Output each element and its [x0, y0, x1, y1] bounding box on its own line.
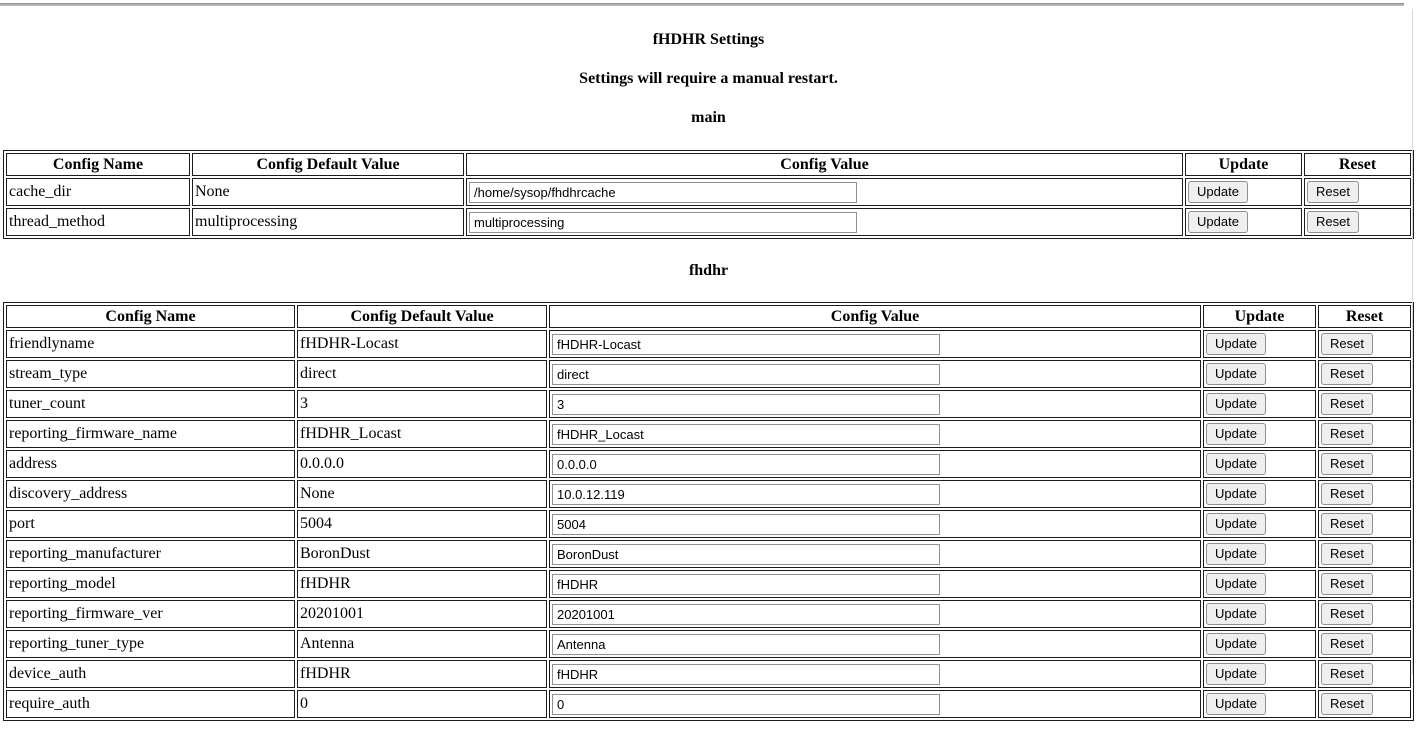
- config-value-cell: [549, 690, 1201, 718]
- reset-button[interactable]: Reset: [1321, 513, 1373, 535]
- config-default-cell: 3: [297, 390, 547, 418]
- reset-cell: [1318, 360, 1411, 388]
- config-name-cell: reporting_tuner_type: [6, 630, 295, 658]
- reset-button[interactable]: Reset: [1321, 363, 1373, 385]
- config-name-cell: address: [6, 450, 295, 478]
- config-value-input[interactable]: [552, 574, 940, 595]
- update-cell: [1203, 510, 1316, 538]
- config-value-cell: [466, 178, 1183, 206]
- config-row: [6, 660, 1411, 688]
- update-button[interactable]: Update: [1206, 483, 1266, 505]
- section-title-fhdhr: fhdhr: [3, 262, 1414, 280]
- config-name-cell: cache_dir: [6, 178, 190, 206]
- config-value-input[interactable]: [552, 664, 940, 685]
- reset-cell: [1304, 178, 1411, 206]
- config-default-cell: 20201001: [297, 600, 547, 628]
- column-header-reset: Reset: [1318, 305, 1411, 328]
- update-cell: [1203, 480, 1316, 508]
- header-row: [6, 305, 1411, 328]
- config-default-cell: 5004: [297, 510, 547, 538]
- config-row: [6, 510, 1411, 538]
- config-value-cell: [549, 420, 1201, 448]
- reset-cell: [1318, 450, 1411, 478]
- reset-cell: [1318, 480, 1411, 508]
- reset-button[interactable]: Reset: [1307, 211, 1359, 233]
- reset-cell: [1318, 690, 1411, 718]
- update-button[interactable]: Update: [1206, 573, 1266, 595]
- config-row: [6, 208, 1411, 236]
- config-value-cell: [549, 600, 1201, 628]
- config-value-cell: [549, 360, 1201, 388]
- column-header-config-default: Config Default Value: [297, 305, 547, 328]
- config-name-cell: thread_method: [6, 208, 190, 236]
- config-value-cell: [549, 450, 1201, 478]
- config-value-cell: [549, 570, 1201, 598]
- reset-button[interactable]: Reset: [1321, 483, 1373, 505]
- update-cell: [1203, 360, 1316, 388]
- section-main: [3, 109, 1414, 239]
- column-header-config-value: Config Value: [466, 153, 1183, 176]
- config-name-cell: reporting_model: [6, 570, 295, 598]
- config-value-input[interactable]: [552, 484, 940, 505]
- config-row: [6, 630, 1411, 658]
- config-name-cell: tuner_count: [6, 390, 295, 418]
- reset-button[interactable]: Reset: [1321, 453, 1373, 475]
- config-value-cell: [549, 330, 1201, 358]
- update-button[interactable]: Update: [1206, 603, 1266, 625]
- config-name-cell: stream_type: [6, 360, 295, 388]
- column-header-config-default: Config Default Value: [192, 153, 464, 176]
- update-cell: [1185, 178, 1302, 206]
- column-header-update: Update: [1185, 153, 1302, 176]
- config-value-cell: [466, 208, 1183, 236]
- config-value-cell: [549, 630, 1201, 658]
- update-button[interactable]: Update: [1206, 633, 1266, 655]
- update-button[interactable]: Update: [1206, 363, 1266, 385]
- reset-button[interactable]: Reset: [1321, 603, 1373, 625]
- viewport-right-edge: [1412, 9, 1413, 675]
- reset-button[interactable]: Reset: [1321, 333, 1373, 355]
- column-header-config-name: Config Name: [6, 153, 190, 176]
- reset-button[interactable]: Reset: [1321, 663, 1373, 685]
- update-button[interactable]: Update: [1206, 513, 1266, 535]
- section-fhdhr: [3, 262, 1414, 721]
- reset-cell: [1318, 510, 1411, 538]
- update-button[interactable]: Update: [1206, 393, 1266, 415]
- config-default-cell: fHDHR: [297, 570, 547, 598]
- config-default-cell: 0: [297, 690, 547, 718]
- update-cell: [1203, 540, 1316, 568]
- column-header-update: Update: [1203, 305, 1316, 328]
- config-name-cell: port: [6, 510, 295, 538]
- update-button[interactable]: Update: [1206, 543, 1266, 565]
- config-name-cell: friendlyname: [6, 330, 295, 358]
- update-cell: [1203, 690, 1316, 718]
- config-default-cell: multiprocessing: [192, 208, 464, 236]
- config-row: [6, 330, 1411, 358]
- config-row: [6, 390, 1411, 418]
- config-name-cell: device_auth: [6, 660, 295, 688]
- config-row: [6, 690, 1411, 718]
- reset-cell: [1318, 660, 1411, 688]
- settings-page: [0, 31, 1417, 731]
- reset-button[interactable]: Reset: [1321, 633, 1373, 655]
- reset-cell: [1318, 540, 1411, 568]
- update-button[interactable]: Update: [1206, 663, 1266, 685]
- reset-button[interactable]: Reset: [1321, 393, 1373, 415]
- config-value-input[interactable]: [552, 424, 940, 445]
- reset-button[interactable]: Reset: [1321, 423, 1373, 445]
- config-row: [6, 600, 1411, 628]
- column-header-config-name: Config Name: [6, 305, 295, 328]
- update-cell: [1203, 390, 1316, 418]
- config-table-main: [3, 150, 1414, 239]
- config-value-input[interactable]: [552, 364, 940, 385]
- reset-cell: [1318, 390, 1411, 418]
- config-value-cell: [549, 660, 1201, 688]
- config-value-cell: [549, 480, 1201, 508]
- config-default-cell: fHDHR: [297, 660, 547, 688]
- config-row: [6, 420, 1411, 448]
- reset-cell: [1318, 420, 1411, 448]
- config-value-cell: [549, 510, 1201, 538]
- config-default-cell: direct: [297, 360, 547, 388]
- reset-cell: [1318, 600, 1411, 628]
- update-cell: [1203, 660, 1316, 688]
- config-value-cell: [549, 390, 1201, 418]
- page-title: fHDHR Settings: [3, 31, 1414, 49]
- config-value-input[interactable]: [552, 694, 940, 715]
- config-value-cell: [549, 540, 1201, 568]
- update-cell: [1203, 570, 1316, 598]
- config-name-cell: discovery_address: [6, 480, 295, 508]
- config-default-cell: 0.0.0.0: [297, 450, 547, 478]
- config-row: [6, 570, 1411, 598]
- config-default-cell: fHDHR_Locast: [297, 420, 547, 448]
- config-table-fhdhr: [3, 302, 1414, 721]
- column-header-reset: Reset: [1304, 153, 1411, 176]
- header-row: [6, 153, 1411, 176]
- reset-cell: [1318, 570, 1411, 598]
- config-row: [6, 178, 1411, 206]
- config-name-cell: require_auth: [6, 690, 295, 718]
- config-value-input[interactable]: [552, 454, 940, 475]
- reset-button[interactable]: Reset: [1321, 543, 1373, 565]
- config-value-input[interactable]: [469, 212, 857, 233]
- update-cell: [1203, 420, 1316, 448]
- config-default-cell: None: [297, 480, 547, 508]
- section-title-main: main: [3, 109, 1414, 127]
- config-name-cell: reporting_firmware_ver: [6, 600, 295, 628]
- page-subtitle: Settings will require a manual restart.: [3, 70, 1414, 88]
- update-button[interactable]: Update: [1188, 181, 1248, 203]
- reset-cell: [1318, 630, 1411, 658]
- config-default-cell: BoronDust: [297, 540, 547, 568]
- update-cell: [1203, 330, 1316, 358]
- update-button[interactable]: Update: [1188, 211, 1248, 233]
- config-default-cell: None: [192, 178, 464, 206]
- config-row: [6, 480, 1411, 508]
- browser-chrome-divider: [0, 3, 1404, 6]
- update-cell: [1203, 600, 1316, 628]
- config-row: [6, 540, 1411, 568]
- config-default-cell: fHDHR-Locast: [297, 330, 547, 358]
- config-row: [6, 360, 1411, 388]
- config-value-input[interactable]: [552, 514, 940, 535]
- update-button[interactable]: Update: [1206, 333, 1266, 355]
- update-cell: [1203, 450, 1316, 478]
- column-header-config-value: Config Value: [549, 305, 1201, 328]
- config-default-cell: Antenna: [297, 630, 547, 658]
- config-value-input[interactable]: [552, 394, 940, 415]
- update-button[interactable]: Update: [1206, 423, 1266, 445]
- update-button[interactable]: Update: [1206, 693, 1266, 715]
- update-cell: [1185, 208, 1302, 236]
- reset-cell: [1304, 208, 1411, 236]
- reset-cell: [1318, 330, 1411, 358]
- update-button[interactable]: Update: [1206, 453, 1266, 475]
- config-value-input[interactable]: [469, 182, 857, 203]
- config-value-input[interactable]: [552, 604, 940, 625]
- reset-button[interactable]: Reset: [1321, 573, 1373, 595]
- config-name-cell: reporting_manufacturer: [6, 540, 295, 568]
- reset-button[interactable]: Reset: [1307, 181, 1359, 203]
- config-value-input[interactable]: [552, 334, 940, 355]
- config-name-cell: reporting_firmware_name: [6, 420, 295, 448]
- config-value-input[interactable]: [552, 634, 940, 655]
- config-value-input[interactable]: [552, 544, 940, 565]
- config-row: [6, 450, 1411, 478]
- update-cell: [1203, 630, 1316, 658]
- reset-button[interactable]: Reset: [1321, 693, 1373, 715]
